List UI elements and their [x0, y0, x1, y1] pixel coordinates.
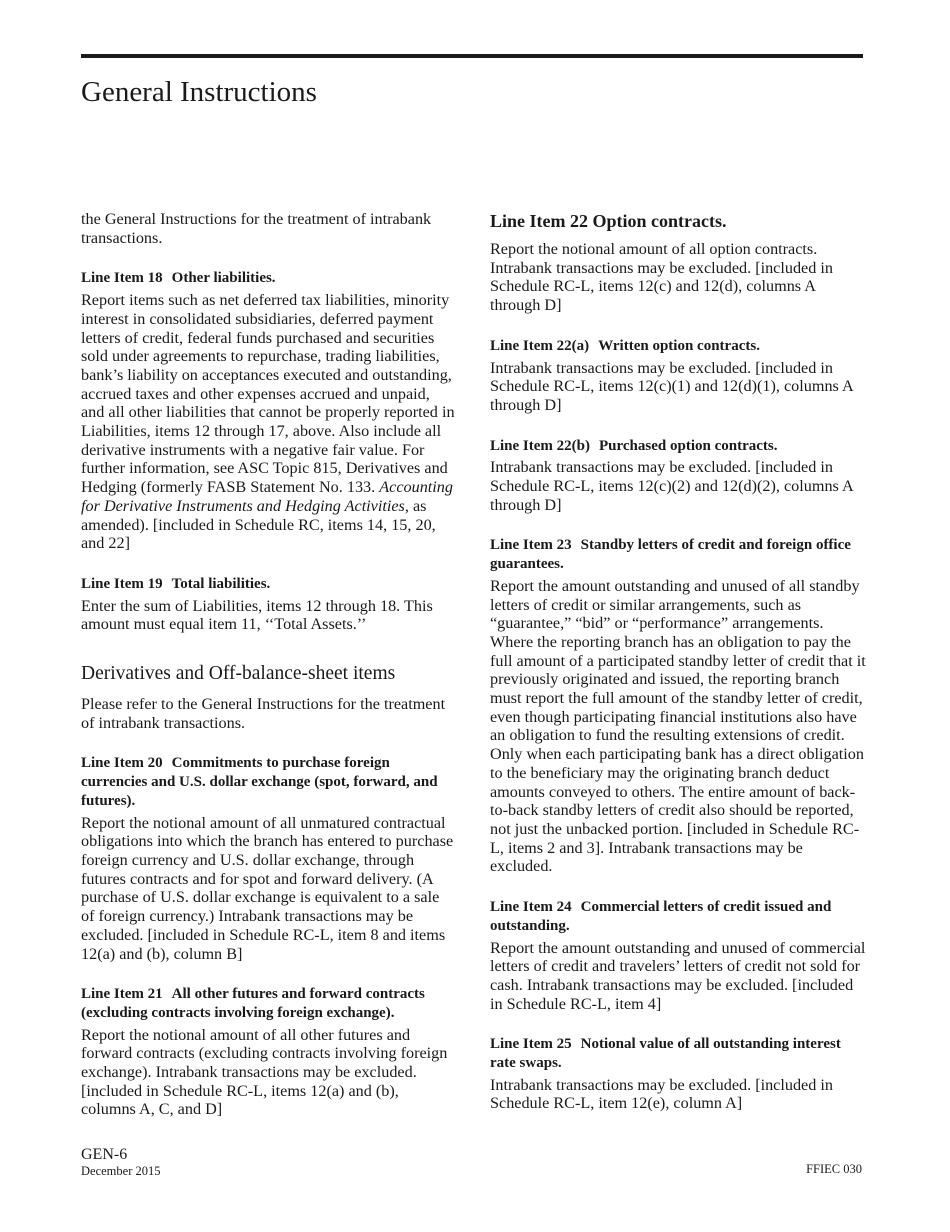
form-id: FFIEC 030	[806, 1162, 862, 1176]
line-item-23	[490, 536, 866, 876]
left-column	[81, 210, 455, 1119]
page-number: GEN-6	[81, 1146, 128, 1163]
section-title: Derivatives and Off-balance-sheet items	[81, 663, 396, 685]
line-item-heading: Line Item 21 All other futures and forward contracts (excluding contracts involving foreign exchange).	[81, 986, 425, 1021]
line-item-22	[490, 210, 866, 315]
line-item-25	[490, 1035, 866, 1113]
section-intro: Please refer to the General Instructions for the treatment of intrabank transactions.	[81, 695, 446, 732]
line-item-heading: Line Item 22(b) Purchased option contracts.	[490, 437, 778, 454]
line-item-body: Report the amount outstanding and unused of all standby letters of credit or similar arrangements, such as “guarantee,” “bid” or “performance” arrangements. Where the reporting branch has an obligation to pay the full amount of a participated standby letter of credit that it previously originated and issued, the reporting branch must report the full amount of the standby letter of credit, even though participating financial institutions also have an obligation to fund the resulting extensions of credit. Only when each participating bank has a direct obligation to the beneficiary may the originating branch deduct amounts conveyed to others. The entire amount of back-to-back standby letters of credit also should be reported, not just the unbacked portion. [included in Schedule RC-L, items 2 and 3]. Intrabank transactions may be excluded.	[490, 576, 866, 876]
line-item-21	[81, 985, 455, 1119]
line-item-22a	[490, 337, 866, 415]
line-item-body: Report the notional amount of all other futures and forward contracts (excluding contracts involving foreign exchange). Intrabank transactions may be excluded. [included in Schedule RC-L, items 12(a) and (b), columns A, C, and D]	[81, 1025, 448, 1119]
page-footer	[81, 1146, 160, 1178]
right-column	[490, 210, 866, 1113]
line-item-body: Intrabank transactions may be excluded. [included in Schedule RC-L, items 12(c)(2) and 12(d)(2), columns A through D]	[490, 458, 853, 514]
line-item-22b	[490, 437, 866, 515]
line-item-heading: Line Item 22(a) Written option contracts.	[490, 337, 760, 354]
line-item-heading: Line Item 22 Option contracts.	[490, 211, 727, 231]
line-item-heading: Line Item 19 Total liabilities.	[81, 575, 271, 592]
line-item-body: Report the notional amount of all option contracts. Intrabank transactions may be excluded. [included in Schedule RC-L, items 12(c) and 12(d), columns A through D]	[490, 240, 833, 315]
continued-text: the General Instructions for the treatment of intrabank transactions.	[81, 210, 432, 247]
line-item-18	[81, 269, 455, 553]
page-title: General Instructions	[81, 76, 317, 108]
line-item-24	[490, 898, 866, 1013]
line-item-body: Report the notional amount of all unmatured contractual obligations into which the branch has entered to purchase foreign currency and U.S. dollar exchange, through futures contracts and for spot and forward delivery. (A purchase of U.S. dollar exchange is equivalent to a sale of foreign currency.) Intrabank transactions may be excluded. [included in Schedule RC-L, item 8 and items 12(a) and (b), column B]	[81, 813, 454, 963]
line-item-body: Intrabank transactions may be excluded. [included in Schedule RC-L, items 12(c)(1) and 12(d)(1), columns A through D]	[490, 358, 853, 414]
line-item-heading: Line Item 23 Standby letters of credit and foreign office guarantees.	[490, 537, 851, 573]
header-rule	[81, 54, 863, 58]
line-item-heading: Line Item 25 Notional value of all outstanding interest rate swaps.	[490, 1036, 841, 1072]
line-item-heading: Line Item 24 Commercial letters of credit issued and outstanding.	[490, 899, 832, 934]
line-item-body: Enter the sum of Liabilities, items 12 through 18. This amount must equal item 11, ‘‘Total Assets.’’	[81, 596, 433, 634]
line-item-heading: Line Item 18 Other liabilities.	[81, 270, 276, 287]
revision-date: December 2015	[81, 1164, 161, 1178]
line-item-body: Intrabank transactions may be excluded. [included in Schedule RC-L, item 12(e), column A]	[490, 1075, 833, 1113]
line-item-heading: Line Item 20 Commitments to purchase foreign currencies and U.S. dollar exchange (spot, forward, and futures).	[81, 755, 438, 809]
line-item-body: Report the amount outstanding and unused of commercial letters of credit and travelers’ letters of credit not sold for cash. Intrabank transactions may be excluded. [included in Schedule RC-L, item 4]	[490, 938, 866, 1013]
line-item-20	[81, 754, 455, 963]
line-item-body: Report items such as net deferred tax liabilities, minority interest in consolidated subsidiaries, deferred payment letters of credit, federal funds purchased and securities sold under agreements to repurchase, trading liabilities, bank’s liability on acceptances executed and outstanding, accrued taxes and other expenses accrued and unpaid, and all other liabilities that cannot be properly reported in Liabilities, items 12 through 17, above. Also include all derivative instruments with a negative fair value. For further information, see ASC Topic 815, Derivatives and Hedging (formerly FASB Statement No. 133. Accounting for Derivative Instruments and Hedging Activities, as amended). [included in Schedule RC, items 14, 15, 20, and 22]	[81, 291, 455, 553]
line-item-19	[81, 575, 455, 634]
